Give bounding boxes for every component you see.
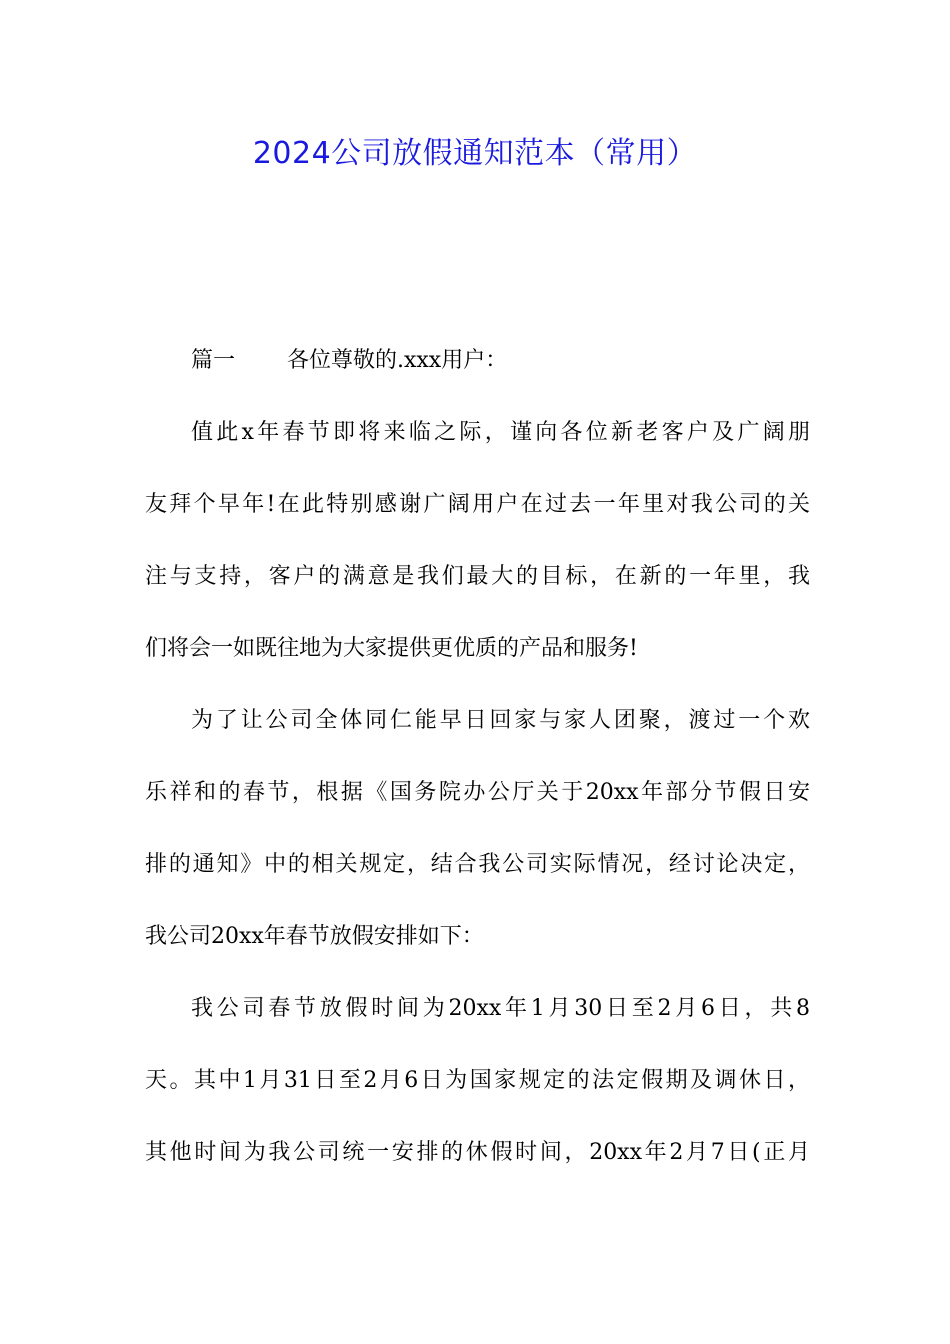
section-heading-line [145,337,810,385]
document-body [145,337,810,1177]
greeting: 各位尊敬的.xxx用户： [287,348,508,373]
paragraph-line: 值此x年春节即将来临之际，谨向各位新老客户及广阔朋 [191,420,810,445]
paragraph-line: 天。其中1月31日至2月6日为国家规定的法定假期及调休日， [145,1068,810,1093]
paragraph-line: 注与支持，客户的满意是我们最大的目标，在新的一年里，我 [145,564,810,589]
paragraph-line: 们将会一如既往地为大家提供更优质的产品和服务! [145,636,638,661]
paragraph-line: 排的通知》中的相关规定，结合我公司实际情况，经讨论决定， [145,852,810,877]
paragraph-line: 我公司春节放假时间为20xx年1月30日至2月6日，共8 [191,996,810,1021]
paragraph-3 [145,985,810,1177]
document-title: 2024公司放假通知范本（常用） [252,136,698,171]
paragraph-line: 我公司20xx年春节放假安排如下： [145,924,484,949]
paragraph-line: 乐祥和的春节，根据《国务院办公厅关于20xx年部分节假日安 [145,780,810,805]
paragraph-line: 友拜个早年!在此特别感谢广阔用户在过去一年里对我公司的关 [145,492,810,517]
paragraph-line: 其他时间为我公司统一安排的休假时间，20xx年2月7日(正月 [145,1140,810,1165]
section-label: 篇一 [191,348,236,373]
paragraph-2 [145,697,810,961]
paragraph-line: 为了让公司全体同仁能早日回家与家人团聚，渡过一个欢 [191,708,810,733]
paragraph-1 [145,409,810,673]
